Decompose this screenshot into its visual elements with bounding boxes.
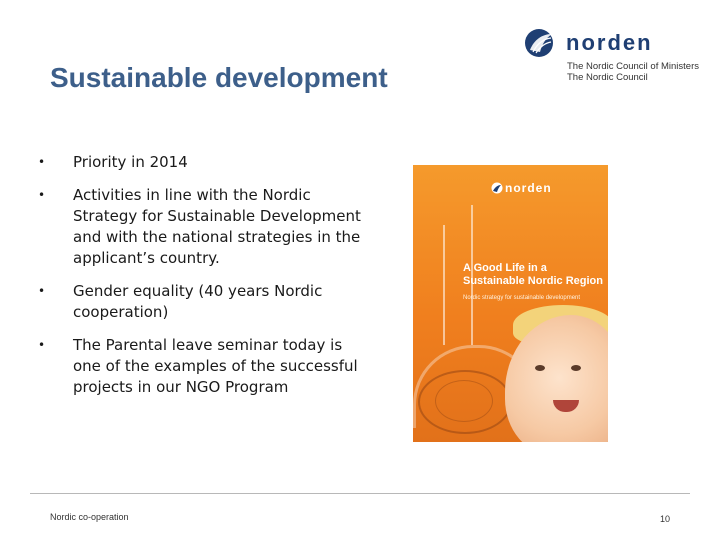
bullet-text: Activities in line with the Nordic Strategy for Sustainable Development and with the national strategies in the applicant’s country. bbox=[73, 186, 361, 267]
footer-text: Nordic co-operation bbox=[50, 512, 129, 522]
page-number: 10 bbox=[660, 514, 671, 524]
logo-wordmark: norden bbox=[566, 30, 653, 55]
list-item bbox=[38, 185, 368, 269]
list-item bbox=[38, 152, 368, 173]
bullet-dot: • bbox=[38, 284, 46, 298]
cover-subtitle: Nordic strategy for sustainable development bbox=[463, 295, 581, 301]
cover-logo-text: norden bbox=[505, 181, 552, 195]
list-item bbox=[38, 281, 368, 323]
compass-rose-decoration bbox=[435, 380, 493, 422]
bullet-text: Gender equality (40 years Nordic cooperation) bbox=[73, 282, 323, 321]
list-item bbox=[38, 335, 368, 398]
bullet-dot: • bbox=[38, 188, 46, 202]
cover-title: A Good Life in a Sustainable Nordic Region bbox=[463, 262, 603, 287]
swan-icon bbox=[524, 28, 558, 58]
bullet-list bbox=[38, 152, 368, 410]
swan-icon bbox=[491, 182, 503, 194]
footer-divider bbox=[30, 493, 690, 494]
bullet-dot: • bbox=[38, 338, 46, 352]
child-eye bbox=[535, 365, 545, 371]
norden-logo bbox=[524, 28, 674, 58]
bullet-dot: • bbox=[38, 155, 46, 169]
slide-title: Sustainable development bbox=[50, 62, 388, 93]
windmill-decoration bbox=[443, 225, 445, 345]
report-cover-image bbox=[413, 165, 608, 442]
organization-caption: The Nordic Council of Ministers The Nordic Council bbox=[567, 61, 699, 83]
bullet-text: Priority in 2014 bbox=[73, 153, 188, 171]
bullet-text: The Parental leave seminar today is one of the examples of the successful projects in our NGO Program bbox=[73, 336, 358, 396]
child-eye bbox=[571, 365, 581, 371]
